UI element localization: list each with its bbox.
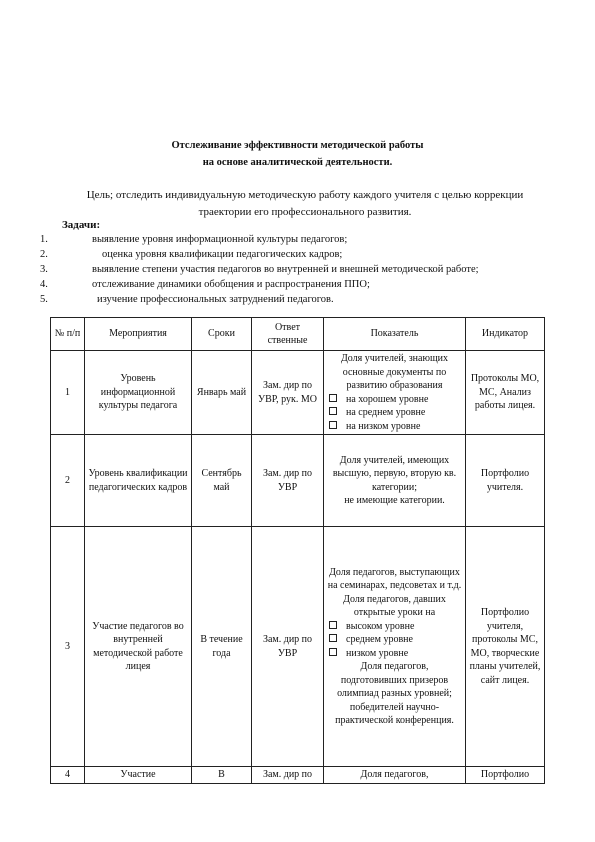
indicator-text: Доля педагогов, давших открытые уроки на bbox=[343, 593, 446, 618]
task-text: изучение профессиональных затруднений педагогов. bbox=[97, 294, 334, 305]
row-terms: Январь май bbox=[192, 351, 252, 435]
row-event: Уровень квалификации педагогических кадров bbox=[85, 435, 192, 527]
title-line-1: Отслеживание эффективности методической работы bbox=[171, 140, 424, 151]
indicator-bullet-item bbox=[327, 620, 462, 634]
row-number: 4 bbox=[51, 767, 85, 784]
list-item bbox=[40, 277, 580, 292]
task-number: 5. bbox=[40, 294, 48, 305]
task-text: выявление степени участия педагогов во внутренней и внешней методической работе; bbox=[92, 264, 479, 275]
goal-statement bbox=[40, 187, 570, 221]
table-row bbox=[51, 351, 545, 435]
table-row bbox=[51, 767, 545, 784]
row-event: Участие bbox=[85, 767, 192, 784]
table-row bbox=[51, 435, 545, 527]
tasks-list bbox=[40, 232, 580, 307]
row-event: Уровень информационной культуры педагога bbox=[85, 351, 192, 435]
square-bullet-icon bbox=[329, 421, 337, 429]
table-body bbox=[51, 351, 545, 784]
header-indicator: Показатель bbox=[324, 318, 466, 351]
task-text: отслеживание динамики обобщения и распространения ППО; bbox=[92, 279, 370, 290]
header-responsible: Ответ ственные bbox=[252, 318, 324, 351]
goal-line-2: траектории его профессионального развития. bbox=[198, 206, 412, 218]
indicator-bullet-text: на среднем уровне bbox=[346, 407, 426, 418]
list-item bbox=[40, 247, 580, 262]
row-indicator bbox=[324, 435, 466, 527]
list-item bbox=[40, 232, 580, 247]
square-bullet-icon bbox=[329, 648, 337, 656]
row-indicator bbox=[324, 351, 466, 435]
row-index: Портфолио учителя, протоколы МС, МО, творческие планы учителей, сайт лицея. bbox=[466, 527, 545, 767]
task-number: 2. bbox=[40, 249, 48, 260]
header-event: Мероприятия bbox=[85, 318, 192, 351]
row-indicator bbox=[324, 767, 466, 784]
indicator-text: Доля учителей, знающих основные документы по развитию образования bbox=[340, 353, 448, 391]
tasks-heading: Задачи: bbox=[62, 219, 101, 231]
list-item bbox=[40, 292, 580, 307]
indicator-bullet-item bbox=[327, 633, 462, 647]
indicator-bullet-text: низком уровне bbox=[346, 647, 409, 659]
indicator-text: Доля педагогов, подготовивших призеров олимпиад разных уровней; bbox=[337, 661, 452, 699]
row-event: Участие педагогов во внутренней методической работе лицея bbox=[85, 527, 192, 767]
row-responsible: Зам. дир по УВР bbox=[252, 527, 324, 767]
row-number: 2 bbox=[51, 435, 85, 527]
indicator-bullet-item bbox=[327, 420, 462, 434]
task-text: оценка уровня квалификации педагогических кадров; bbox=[102, 249, 343, 260]
indicator-bullet-text: на низком уровне bbox=[346, 420, 421, 432]
task-number: 3. bbox=[40, 264, 48, 275]
square-bullet-icon bbox=[329, 634, 337, 642]
row-responsible: Зам. дир по bbox=[252, 767, 324, 784]
header-index: Индикатор bbox=[466, 318, 545, 351]
document-title bbox=[0, 137, 595, 171]
row-index: Протоколы МО, МС, Анализ работы лицея. bbox=[466, 351, 545, 435]
title-line-2: на основе аналитической деятельности. bbox=[202, 157, 393, 168]
header-terms: Сроки bbox=[192, 318, 252, 351]
row-indicator bbox=[324, 527, 466, 767]
indicator-text: Доля педагогов, выступающих на семинарах, педсоветах и т.д. bbox=[327, 566, 462, 591]
indicator-text: Доля педагогов, bbox=[360, 769, 429, 780]
row-terms: В bbox=[192, 767, 252, 784]
table-row bbox=[51, 527, 545, 767]
row-responsible: Зам. дир по УВР bbox=[252, 435, 324, 527]
square-bullet-icon bbox=[329, 407, 337, 415]
row-number: 1 bbox=[51, 351, 85, 435]
indicator-bullet-text: высоком уровне bbox=[346, 620, 415, 632]
square-bullet-icon bbox=[329, 394, 337, 402]
header-number: № п/п bbox=[51, 318, 85, 351]
row-terms: Сентябрь май bbox=[192, 435, 252, 527]
row-number: 3 bbox=[51, 527, 85, 767]
task-number: 4. bbox=[40, 279, 48, 290]
row-index: Портфолио bbox=[466, 767, 545, 784]
row-index: Портфолио учителя. bbox=[466, 435, 545, 527]
task-number: 1. bbox=[40, 234, 48, 245]
indicator-bullet-text: на хорошем уровне bbox=[346, 393, 429, 405]
task-text: выявление уровня информационной культуры педагогов; bbox=[92, 234, 348, 245]
list-item bbox=[40, 262, 580, 277]
indicator-bullet-item bbox=[327, 647, 462, 661]
square-bullet-icon bbox=[329, 621, 337, 629]
methodical-work-table bbox=[50, 317, 545, 784]
row-responsible: Зам. дир по УВР, рук. МО bbox=[252, 351, 324, 435]
indicator-bullet-item bbox=[327, 393, 462, 407]
indicator-text: Доля учителей, имеющих высшую, первую, вторую кв. категории; bbox=[332, 454, 457, 493]
indicator-text: победителей научно-практической конференция. bbox=[335, 701, 454, 726]
row-terms: В течение года bbox=[192, 527, 252, 767]
indicator-bullet-item bbox=[327, 406, 462, 420]
goal-line-1: Цель; отследить индивидуальную методическую работу каждого учителя с целью коррекции bbox=[86, 189, 524, 201]
indicator-text: не имеющие категории. bbox=[344, 495, 445, 506]
indicator-bullet-text: среднем уровне bbox=[346, 634, 413, 645]
table-header-row bbox=[51, 318, 545, 351]
